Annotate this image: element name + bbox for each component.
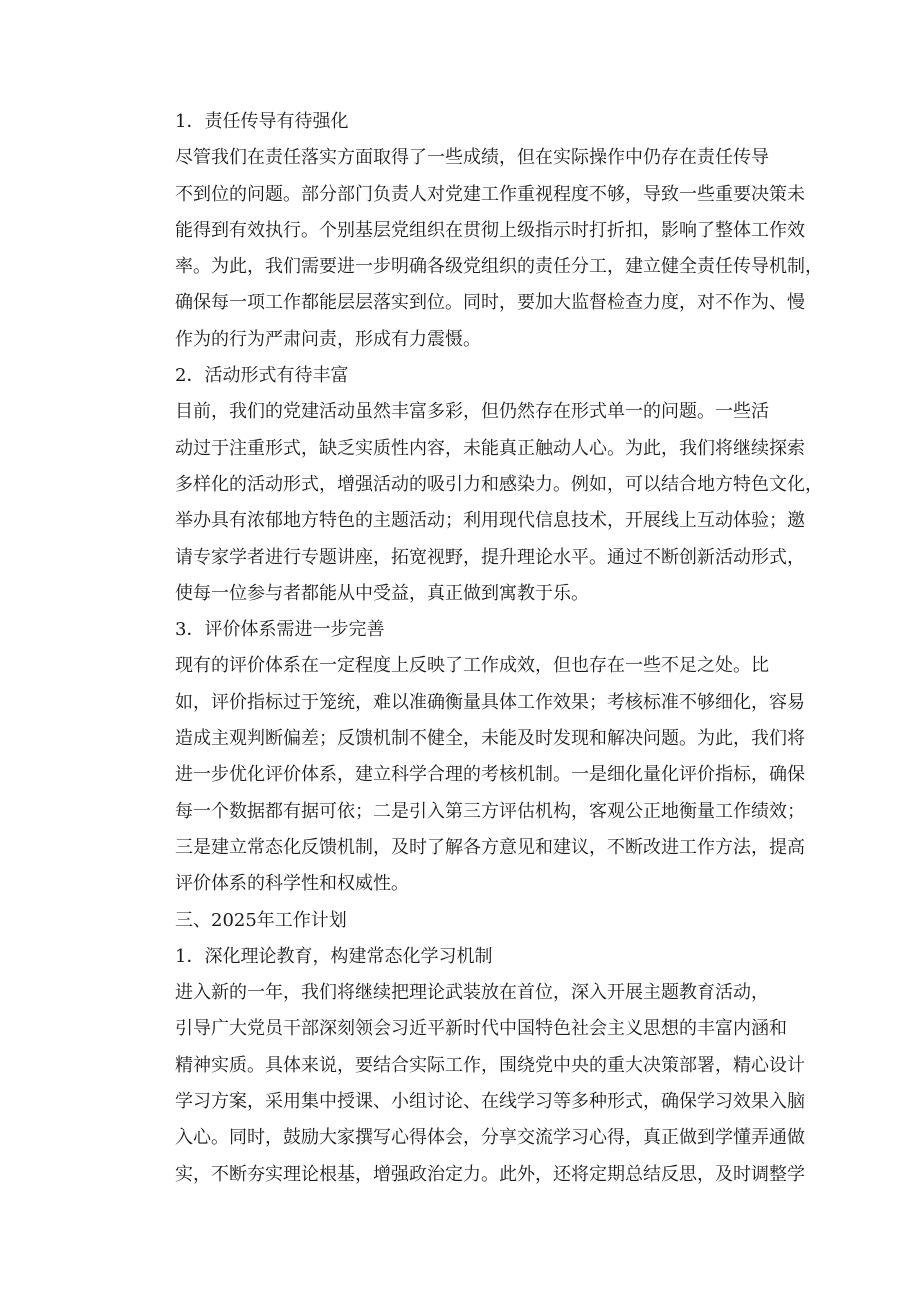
section-heading: 1．深化理论教育，构建常态化学习机制 (175, 945, 493, 967)
section-heading: 三、2025年工作计划 (175, 909, 347, 931)
paragraph-line: 造成主观判断偏差；反馈机制不健全，未能及时发现和解决问题。为此，我们将 (175, 728, 805, 750)
paragraph-line: 现有的评价体系在一定程度上反映了工作成效，但也存在一些不足之处。比 (175, 655, 769, 677)
document-body (139, 104, 823, 1193)
paragraph-line: 多样化的活动形式，增强活动的吸引力和感染力。例如，可以结合地方特色文化， (175, 473, 823, 495)
paragraph-line: 尽管我们在责任落实方面取得了一些成绩，但在实际操作中仍存在责任传导 (175, 147, 769, 169)
paragraph-line: 率。为此，我们需要进一步明确各级党组织的责任分工，建立健全责任传导机制， (175, 256, 823, 278)
paragraph-line: 进一步优化评价体系，建立科学合理的考核机制。一是细化量化评价指标，确保 (175, 764, 805, 786)
paragraph-line: 作为的行为严肃问责，形成有力震慑。 (175, 328, 481, 350)
paragraph-line: 评价体系的科学性和权威性。 (175, 873, 409, 895)
paragraph-line: 学习方案，采用集中授课、小组讨论、在线学习等多种形式，确保学习效果入脑 (175, 1091, 805, 1113)
paragraph-line: 使每一位参与者都能从中受益，真正做到寓教于乐。 (175, 582, 589, 604)
paragraph-line: 举办具有浓郁地方特色的主题活动；利用现代信息技术，开展线上互动体验；邀 (175, 510, 805, 532)
section-heading: 2．活动形式有待丰富 (175, 365, 349, 387)
paragraph-line: 目前，我们的党建活动虽然丰富多彩，但仍然存在形式单一的问题。一些活 (175, 401, 769, 423)
section-heading: 3．评价体系需进一步完善 (175, 619, 385, 641)
body-paragraph (139, 140, 823, 358)
paragraph-line: 每一个数据都有据可依；二是引入第三方评估机构，客观公正地衡量工作绩效； (175, 800, 805, 822)
paragraph-line: 动过于注重形式，缺乏实质性内容，未能真正触动人心。为此，我们将继续探索 (175, 437, 805, 459)
body-paragraph (139, 975, 805, 1193)
paragraph-line: 实，不断夯实理论根基，增强政治定力。此外，还将定期总结反思，及时调整学 (175, 1163, 805, 1185)
paragraph-line: 进入新的一年，我们将继续把理论武装放在首位，深入开展主题教育活动， (175, 982, 769, 1004)
paragraph-line: 精神实质。具体来说，要结合实际工作，围绕党中央的重大决策部署，精心设计 (175, 1054, 805, 1076)
paragraph-line: 入心。同时，鼓励大家撰写心得体会，分享交流学习心得，真正做到学懂弄通做 (175, 1127, 805, 1149)
body-paragraph (139, 394, 823, 612)
section-heading: 1．责任传导有待强化 (175, 111, 349, 132)
paragraph-line: 请专家学者进行专题讲座，拓宽视野，提升理论水平。通过不断创新活动形式， (175, 546, 805, 568)
body-paragraph (139, 648, 805, 902)
paragraph-line: 引导广大党员干部深刻领会习近平新时代中国特色社会主义思想的丰富内涵和 (175, 1018, 787, 1040)
paragraph-line: 能得到有效执行。个别基层党组织在贯彻上级指示时打折扣，影响了整体工作效 (175, 219, 805, 241)
paragraph-line: 不到位的问题。部分部门负责人对党建工作重视程度不够，导致一些重要决策未 (175, 183, 805, 205)
paragraph-line: 确保每一项工作都能层层落实到位。同时，要加大监督检查力度，对不作为、慢 (175, 292, 805, 314)
paragraph-line: 三是建立常态化反馈机制，及时了解各方意见和建议，不断改进工作方法，提高 (175, 836, 805, 858)
paragraph-line: 如，评价指标过于笼统，难以准确衡量具体工作效果；考核标准不够细化，容易 (175, 691, 805, 713)
